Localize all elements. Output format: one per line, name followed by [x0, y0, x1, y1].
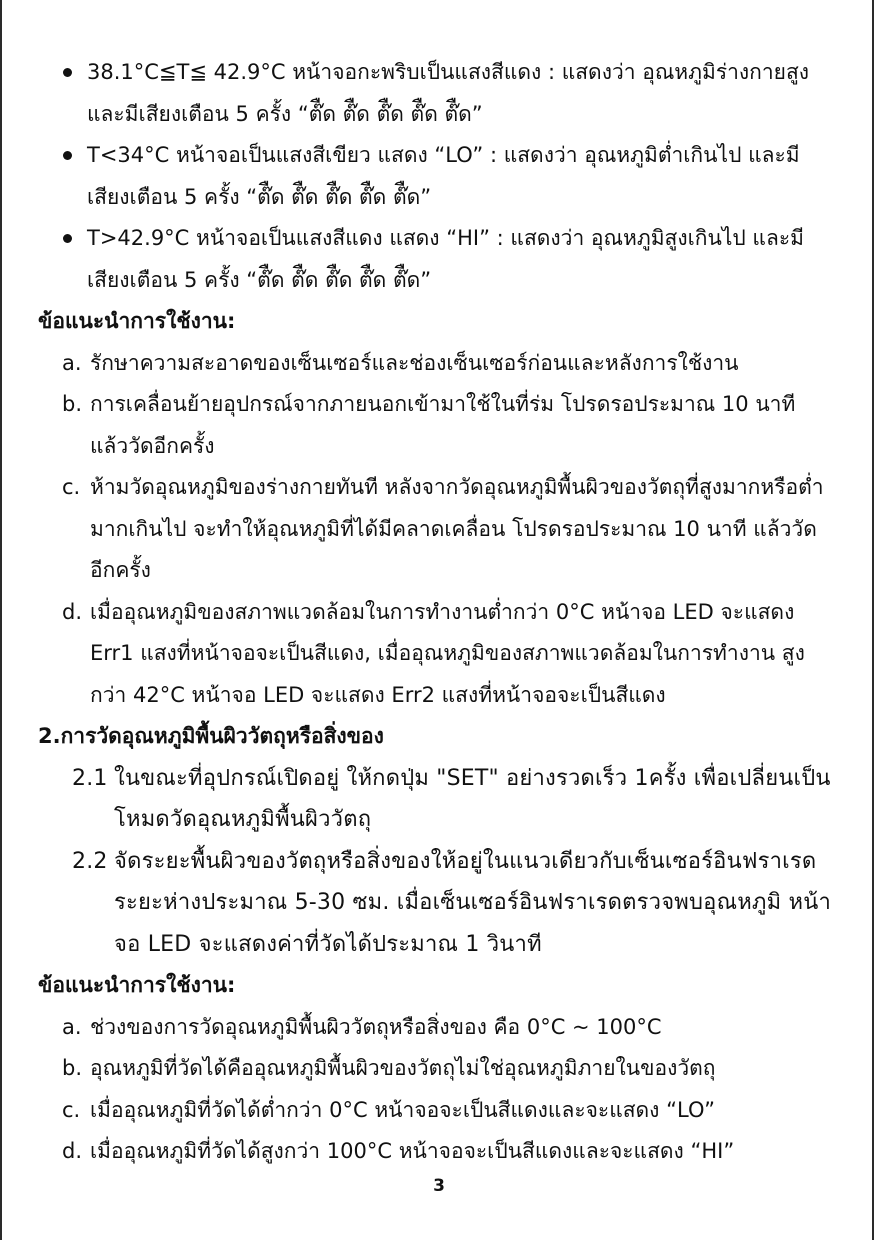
- usage-advice-list: [38, 1007, 840, 1173]
- list-item: [38, 218, 840, 301]
- list-item: [38, 467, 840, 592]
- item-marker: c.: [62, 1097, 81, 1122]
- item-marker: b.: [62, 392, 83, 416]
- bullet-icon: [63, 234, 72, 243]
- bullet-text: T>42.9°C หน้าจอเป็นแสงสีแดง แสดง “HI” : แสดงว่า อุณหภูมิสูงเกินไป และมีเสียงเตือน 5 ครั้ง “ต๊ืด ต๊ืด ต๊ืด ต๊ืด ต๊ืด”: [87, 226, 804, 292]
- temperature-indicator-list: [38, 52, 840, 301]
- item-marker: b.: [62, 1056, 83, 1080]
- list-item: [38, 592, 840, 717]
- item-text: เมื่ออุณหภูมิที่วัดได้ต่ำกว่า 0°C หน้าจอจะเป็นสีแดงและจะแสดง “LO”: [90, 1097, 715, 1122]
- list-item: [38, 52, 840, 135]
- list-item: [38, 1007, 840, 1049]
- item-marker: a.: [62, 1014, 82, 1039]
- bullet-icon: [63, 68, 72, 77]
- usage-advice-list: [38, 343, 840, 717]
- list-item: [38, 1131, 840, 1173]
- item-text: ช่วงของการวัดอุณหภูมิพื้นผิววัตถุหรือสิ่งของ คือ 0°C ~ 100°C: [90, 1014, 662, 1039]
- item-marker: c.: [62, 475, 81, 499]
- bullet-text: T<34°C หน้าจอเป็นแสงสีเขียว แสดง “LO” : แสดงว่า อุณหภูมิต่ำเกินไป และมีเสียงเตือน 5 ครั้ง “ต๊ืด ต๊ืด ต๊ืด ต๊ืด ต๊ืด”: [87, 143, 800, 209]
- list-item: [38, 841, 840, 966]
- item-marker: d.: [62, 599, 83, 624]
- item-text: เมื่ออุณหภูมิที่วัดได้สูงกว่า 100°C หน้าจอจะเป็นสีแดงและจะแสดง “HI”: [90, 1139, 735, 1163]
- list-item: [38, 343, 840, 385]
- list-item: [38, 1090, 840, 1132]
- step-number: 2.2: [72, 848, 108, 874]
- item-text: รักษาความสะอาดของเซ็นเซอร์และช่องเซ็นเซอร์ก่อนและหลังการใช้งาน: [90, 350, 739, 375]
- list-item: [38, 758, 840, 841]
- list-item: [38, 135, 840, 218]
- page-number: 3: [433, 1176, 445, 1196]
- bullet-icon: [63, 151, 72, 160]
- item-marker: a.: [62, 350, 82, 375]
- bullet-text: 38.1°C≦T≦ 42.9°C หน้าจอกะพริบเป็นแสงสีแดง : แสดงว่า อุณหภูมิร่างกายสูงและมีเสียงเตือน 5 ครั้ง “ต๊ืด ต๊ืด ต๊ืด ต๊ืด ต๊ืด”: [87, 60, 810, 126]
- item-text: เมื่ออุณหภูมิของสภาพแวดล้อมในการทำงานต่ำกว่า 0°C หน้าจอ LED จะแสดง Err1 แสงที่หน้าจอจะเป็นสีแดง, เมื่ออุณหภูมิของสภาพแวดล้อมในการทำงาน สูงกว่า 42°C หน้าจอ LED จะแสดง Err2 แสงที่หน้าจอจะเป็นสีแดง: [90, 599, 805, 707]
- step-number: 2.1: [72, 765, 108, 791]
- item-text: การเคลื่อนย้ายอุปกรณ์จากภายนอกเข้ามาใช้ในที่ร่ม โปรดรอประมาณ 10 นาที แล้ววัดอีกครั้ง: [90, 392, 796, 458]
- page-content: [38, 52, 840, 1173]
- item-text: ห้ามวัดอุณหภูมิของร่างกายทันที หลังจากวัดอุณหภูมิพื้นผิวของวัตถุที่สูงมากหรือต่ำมากเกินไป จะทำให้อุณหภูมิที่ได้มีคลาดเคลื่อน โปรดรอประมาณ 10 นาที แล้ววัดอีกครั้ง: [90, 475, 824, 582]
- usage-advice-heading: ข้อแนะนำการใช้งาน:: [38, 309, 236, 333]
- surface-measurement-steps: [38, 758, 840, 966]
- step-text: จัดระยะพื้นผิวของวัตถุหรือสิ่งของให้อยู่ในแนวเดียวกับเซ็นเซอร์อินฟราเรด ระยะห่างประมาณ 5-30 ซม. เมื่อเซ็นเซอร์อินฟราเรดตรวจพบอุณหภูมิ หน้าจอ LED จะแสดงค่าที่วัดได้ประมาณ 1 วินาที: [114, 848, 831, 957]
- list-item: [38, 1048, 840, 1090]
- usage-advice-heading: ข้อแนะนำการใช้งาน:: [38, 973, 236, 997]
- item-text: อุณหภูมิที่วัดได้คืออุณหภูมิพื้นผิวของวัตถุไม่ใช่อุณหภูมิภายในของวัตถุ: [90, 1056, 716, 1080]
- section-2-heading: 2.การวัดอุณหภูมิพื้นผิววัตถุหรือสิ่งของ: [38, 724, 384, 748]
- step-text: ในขณะที่อุปกรณ์เปิดอยู่ ให้กดปุ่ม "SET" อย่างรวดเร็ว 1ครั้ง เพื่อเปลี่ยนเป็นโหมดวัดอุณหภูมิพื้นผิววัตถุ: [114, 765, 831, 832]
- item-marker: d.: [62, 1139, 83, 1163]
- list-item: [38, 384, 840, 467]
